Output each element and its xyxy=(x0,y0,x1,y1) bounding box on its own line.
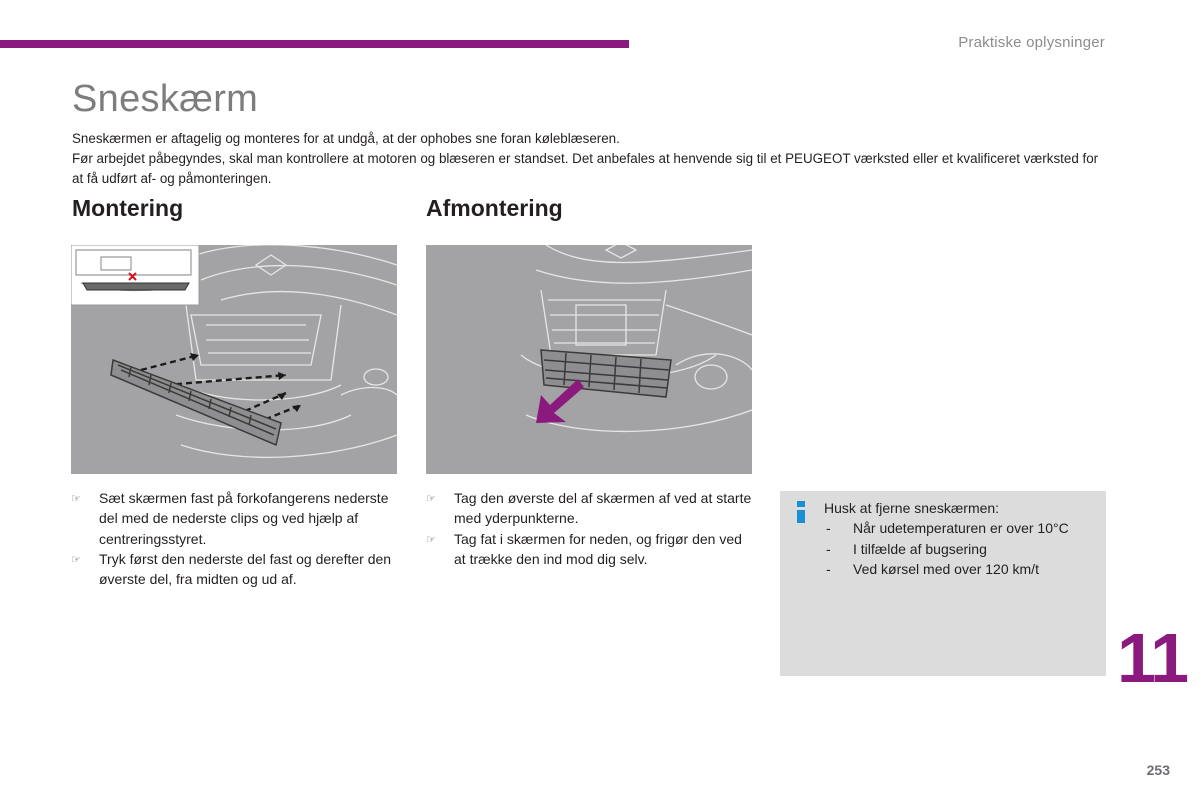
pointing-hand-icon: ☞ xyxy=(71,553,81,566)
montering-steps xyxy=(71,488,401,589)
info-text xyxy=(824,498,1069,579)
list-item: ☞ Tag den øverste del af skærmen af ved at starte med yderpunkterne. xyxy=(426,490,752,527)
section-header: Praktiske oplysninger xyxy=(958,34,1105,51)
list-item: - Når udetemperaturen er over 10°C xyxy=(826,520,1069,537)
pointing-hand-icon: ☞ xyxy=(426,493,436,505)
list-item: - I tilfælde af bugsering xyxy=(826,540,987,557)
page-number: 253 xyxy=(1146,762,1170,778)
chapter-number: 11 xyxy=(1117,619,1187,697)
page-title: Sneskærm xyxy=(72,78,259,120)
info-list xyxy=(824,518,1069,579)
list-item: ☞ Tryk først den nederste del fast og derefter den øverste del, fra midten og ud af. xyxy=(71,550,392,588)
afmontering-illustration xyxy=(426,245,752,474)
info-icon xyxy=(795,501,807,525)
pointing-hand-icon: ☞ xyxy=(426,533,436,546)
intro-text xyxy=(72,129,1112,189)
chapter-color-bar xyxy=(0,40,629,48)
intro-paragraph-1: Sneskærmen er aftagelig og monteres for at undgå, at der ophobes sne foran køleblæseren. xyxy=(72,131,620,146)
list-item: - Ved kørsel med over 120 km/t xyxy=(826,560,1039,577)
list-item: ☞ Tag fat i skærmen for neden, og frigør den ved at trække den ind mod dig selv. xyxy=(426,530,742,567)
list-item: ☞ Sæt skærmen fast på forkofangerens nederste del med de nederste clips og ved hjælp af centreringsstyret. xyxy=(71,490,389,547)
montering-heading: Montering xyxy=(72,195,184,221)
info-intro: Husk at fjerne sneskærmen: xyxy=(824,500,1000,516)
pointing-hand-icon: ☞ xyxy=(71,493,81,505)
info-box xyxy=(780,491,1106,676)
afmontering-steps xyxy=(426,488,756,569)
afmontering-heading: Afmontering xyxy=(426,195,563,221)
montering-illustration xyxy=(71,245,397,474)
intro-paragraph-2: Før arbejdet påbegyndes, skal man kontrollere at motoren og blæseren er standset. Det anbefales at henvende sig til et PEUGEOT værksted eller et kvalificeret værksted for at få udført af- og påmonteringen. xyxy=(72,151,1099,186)
